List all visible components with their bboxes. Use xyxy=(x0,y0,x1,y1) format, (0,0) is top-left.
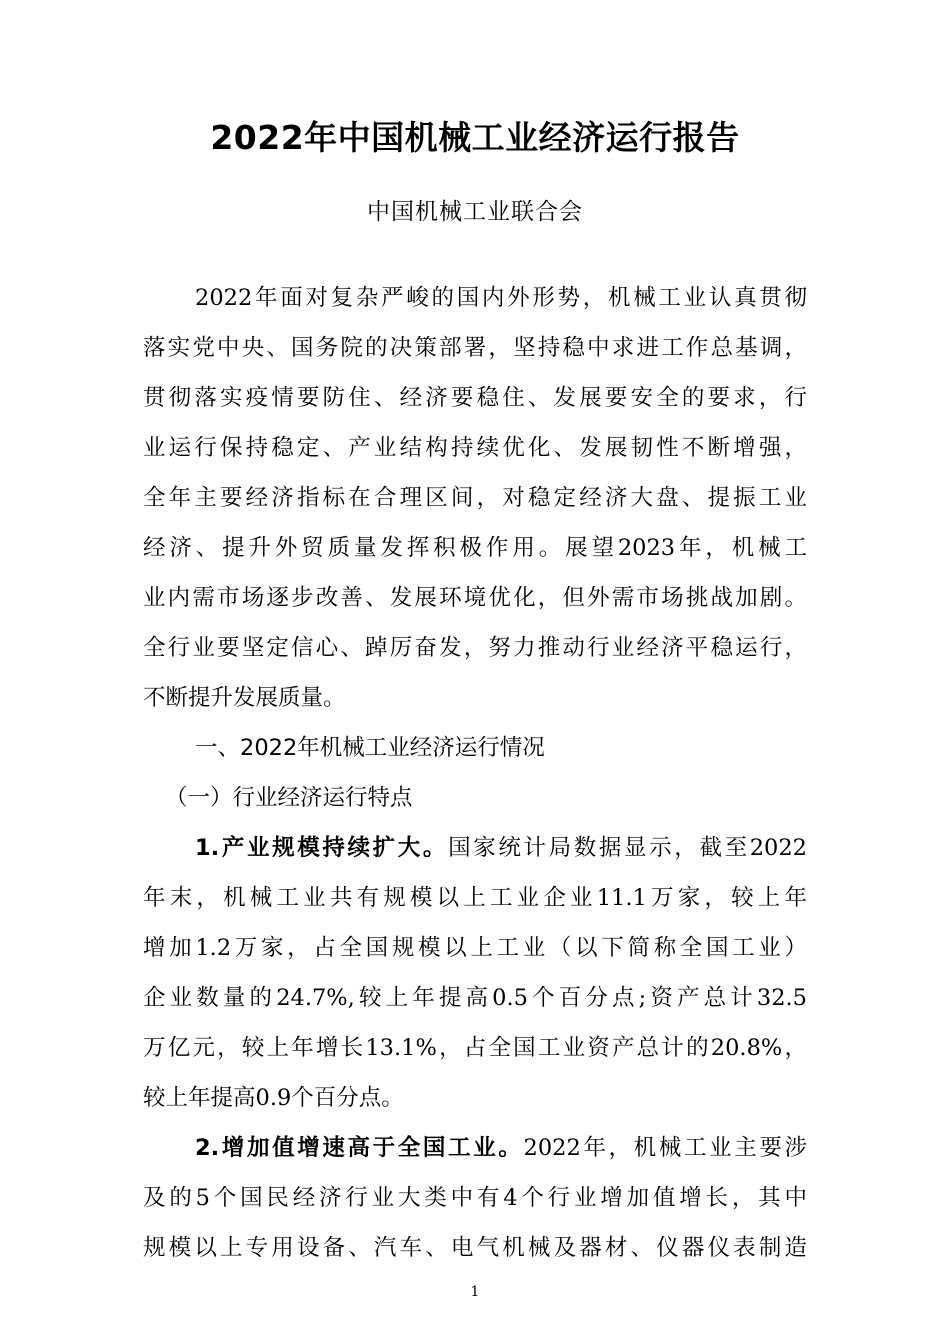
intro-line: 2022年面对复杂严峻的国内外形势，机械工业认真贯彻 xyxy=(195,285,807,311)
intro-line: 贯彻落实疫情要防住、经济要稳住、发展要安全的要求，行 xyxy=(143,385,807,411)
document-title: 2022年中国机械工业经济运行报告 xyxy=(210,118,740,157)
intro-line: 经济、提升外贸质量发挥积极作用。展望2023年，机械工 xyxy=(143,535,807,561)
intro-line: 不断提升发展质量。 xyxy=(143,685,346,711)
point1-line: 增加1.2万家，占全国规模以上工业（以下简称全国工业） xyxy=(143,935,807,961)
subsection-heading: （一）行业经济运行特点 xyxy=(165,785,413,811)
point1-line: 年末，机械工业共有规模以上工业企业11.1万家，较上年 xyxy=(143,885,807,911)
point2-first-text: 2022年，机械工业主要涉 xyxy=(523,1135,807,1161)
point2-line: 规模以上专用设备、汽车、电气机械及器材、仪器仪表制造 xyxy=(143,1235,807,1261)
point1-lead: 1.产业规模持续扩大。 xyxy=(195,835,449,861)
intro-line: 业运行保持稳定、产业结构持续优化、发展韧性不断增强， xyxy=(143,435,807,461)
point2-lead: 2.增加值增速高于全国工业。 xyxy=(195,1135,524,1161)
intro-line: 业内需市场逐步改善、发展环境优化，但外需市场挑战加剧。 xyxy=(143,585,807,611)
intro-line: 落实党中央、国务院的决策部署，坚持稳中求进工作总基调， xyxy=(143,335,807,361)
point2-line: 及的5个国民经济行业大类中有4个行业增加值增长，其中 xyxy=(143,1185,807,1211)
intro-line: 全行业要坚定信心、踔厉奋发，努力推动行业经济平稳运行， xyxy=(143,635,807,661)
point1-line: 较上年提高0.9个百分点。 xyxy=(143,1085,404,1111)
document-organization: 中国机械工业联合会 xyxy=(367,199,583,225)
point1-line: 企业数量的24.7%,较上年提高0.5个百分点;资产总计32.5 xyxy=(143,985,807,1011)
point2-first-line xyxy=(195,1131,807,1165)
section-heading: 一、2022年机械工业经济运行情况 xyxy=(195,735,545,761)
page-number: 1 xyxy=(470,1284,480,1300)
point1-first-line xyxy=(195,831,807,865)
point1-line: 万亿元，较上年增长13.1%，占全国工业资产总计的20.8%， xyxy=(143,1035,807,1061)
point1-first-text: 国家统计局数据显示，截至2022 xyxy=(448,835,807,861)
intro-line: 全年主要经济指标在合理区间，对稳定经济大盘、提振工业 xyxy=(143,485,807,511)
